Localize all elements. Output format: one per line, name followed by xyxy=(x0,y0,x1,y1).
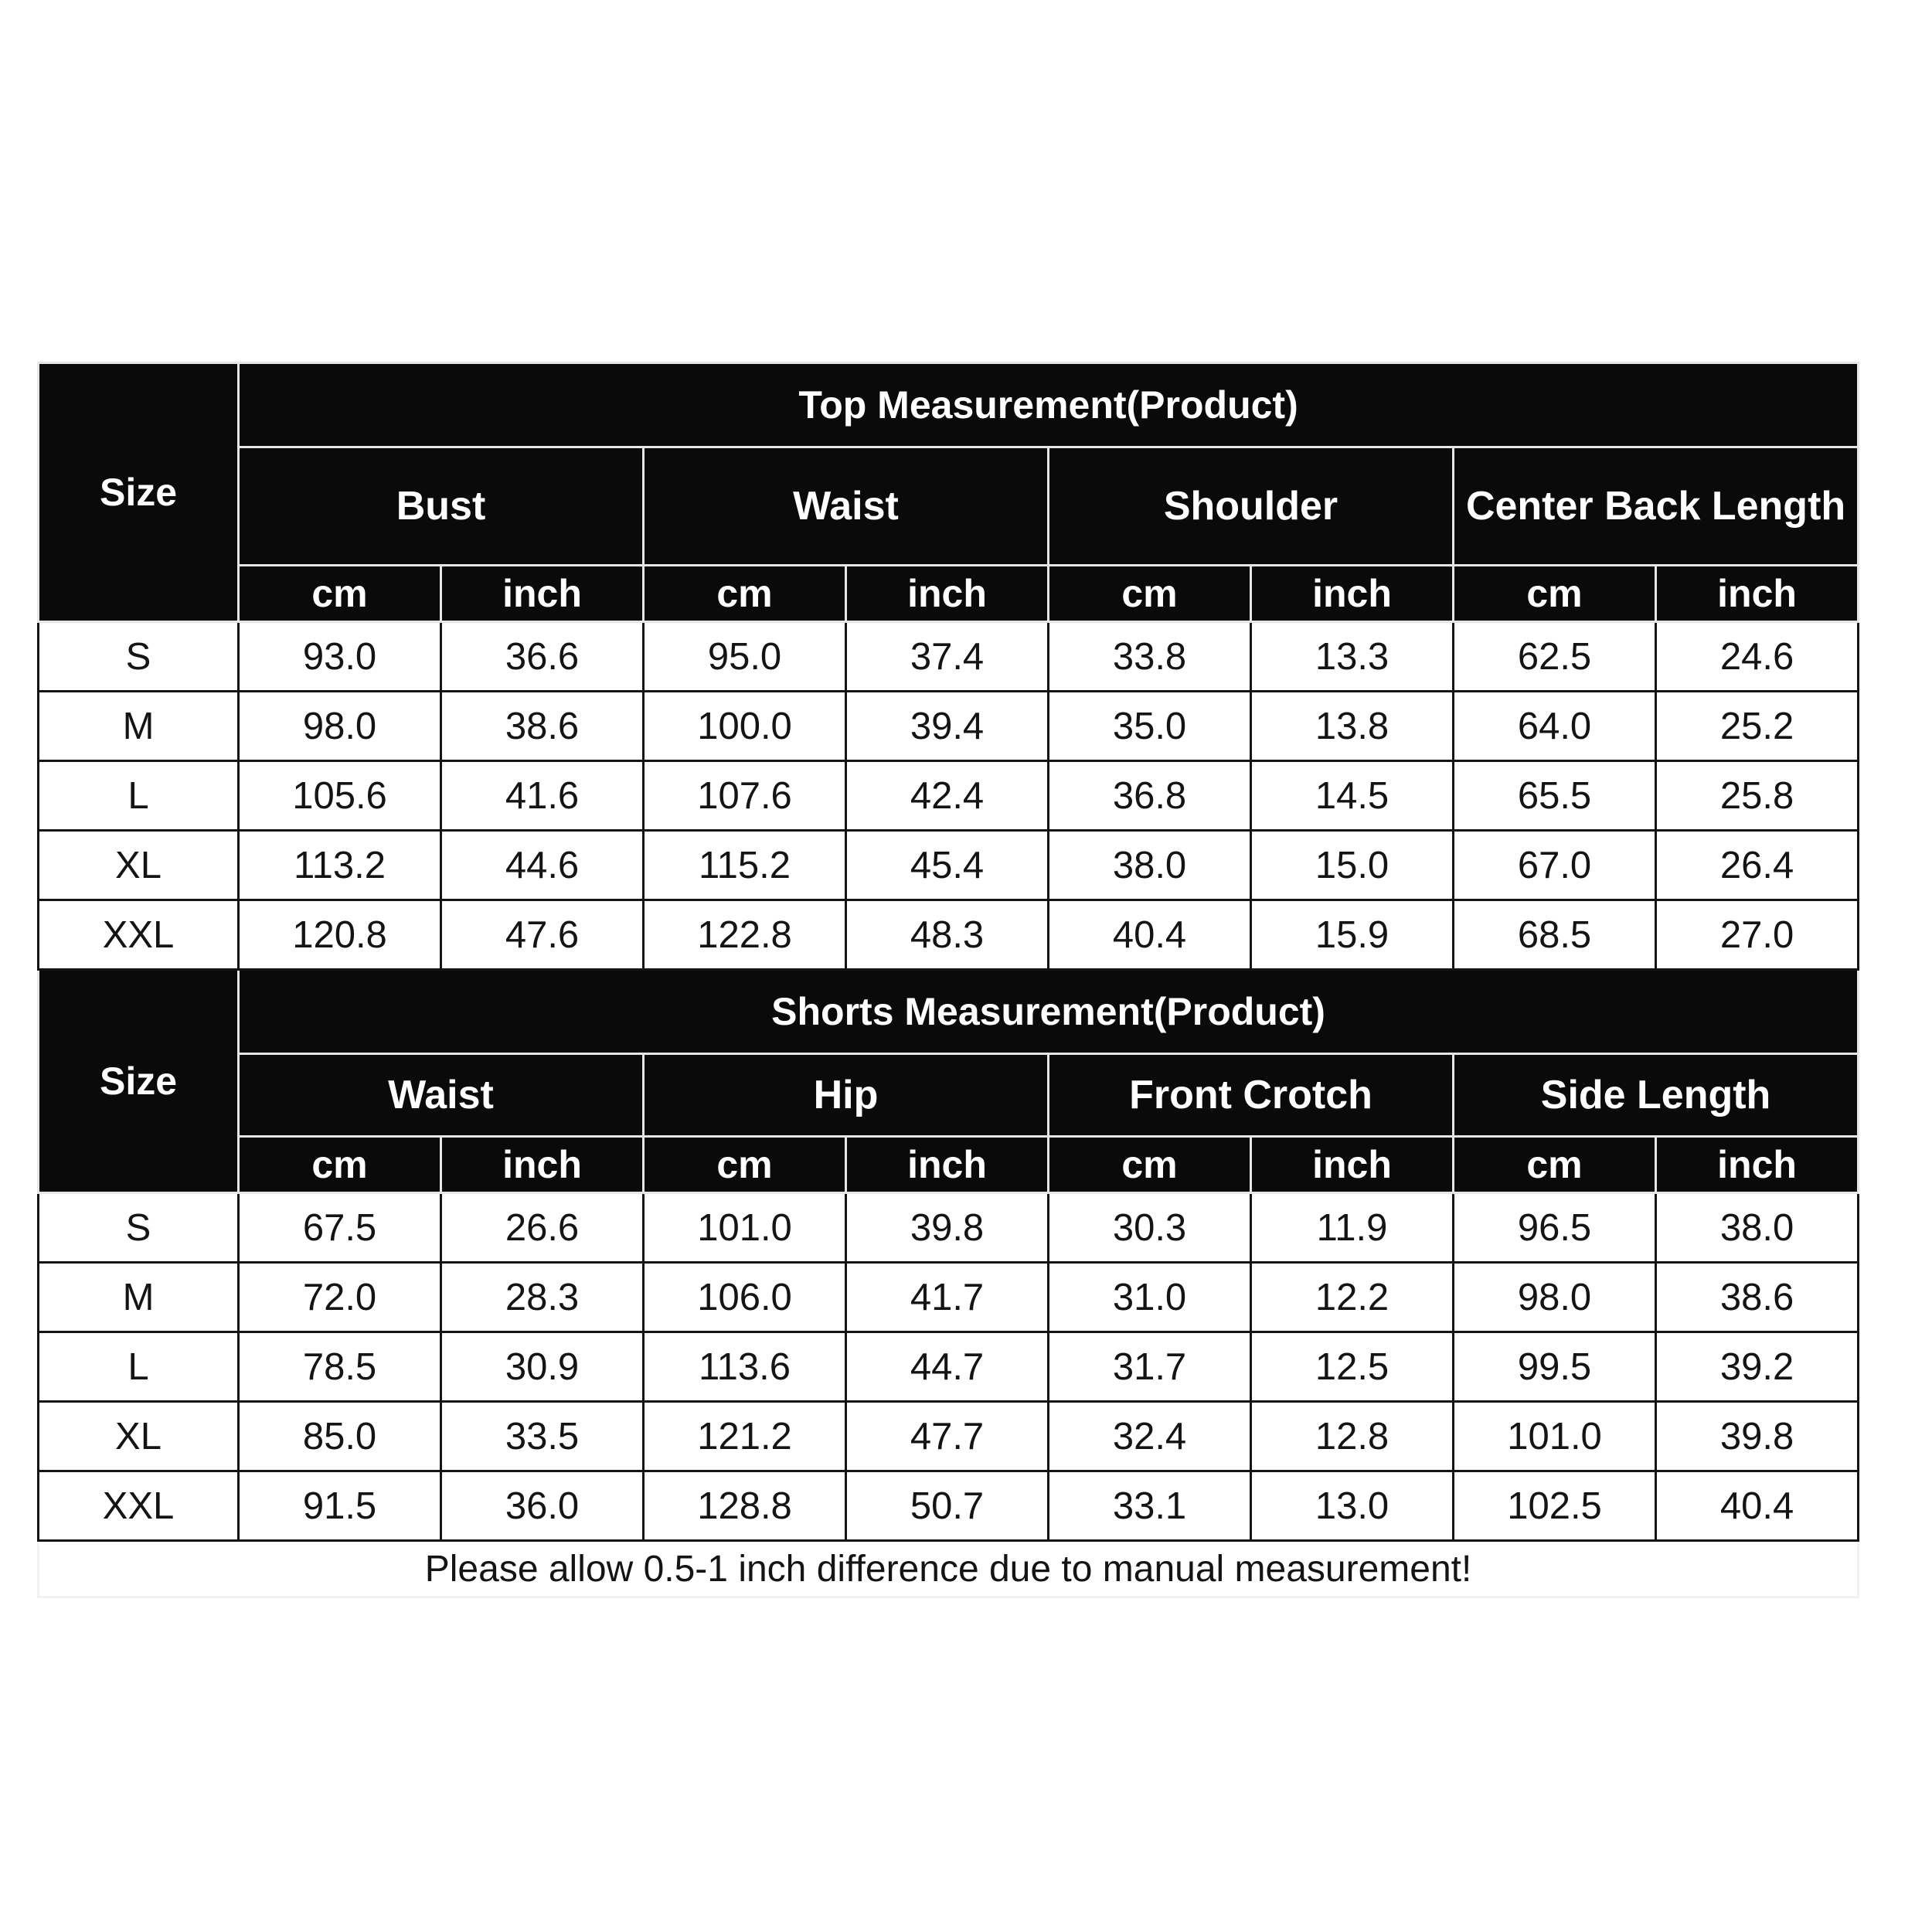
top-table-row xyxy=(39,900,1859,970)
top-value-cell: 95.0 xyxy=(644,622,846,692)
top-value-cell: 37.4 xyxy=(846,622,1049,692)
shorts-value-cell: 26.6 xyxy=(441,1193,644,1263)
top-value-cell: 122.8 xyxy=(644,900,846,970)
top-value-cell: 24.6 xyxy=(1656,622,1859,692)
top-value-cell: 115.2 xyxy=(644,831,846,900)
top-measurement-section xyxy=(39,363,1859,970)
shorts-unit-header: cm xyxy=(644,1137,846,1193)
top-value-cell: 35.0 xyxy=(1049,692,1251,761)
shorts-unit-header: cm xyxy=(1049,1137,1251,1193)
shorts-value-cell: 113.6 xyxy=(644,1332,846,1402)
shorts-value-cell: 102.5 xyxy=(1454,1471,1656,1541)
shorts-size-cell: M xyxy=(39,1263,239,1332)
top-value-cell: 64.0 xyxy=(1454,692,1656,761)
shorts-group-header: Hip xyxy=(644,1054,1049,1137)
shorts-unit-header: inch xyxy=(441,1137,644,1193)
shorts-unit-header: inch xyxy=(1656,1137,1859,1193)
shorts-value-cell: 32.4 xyxy=(1049,1402,1251,1471)
size-table xyxy=(37,362,1859,1598)
shorts-value-cell: 12.5 xyxy=(1251,1332,1454,1402)
top-value-cell: 14.5 xyxy=(1251,761,1454,831)
top-value-cell: 42.4 xyxy=(846,761,1049,831)
top-value-cell: 27.0 xyxy=(1656,900,1859,970)
top-value-cell: 62.5 xyxy=(1454,622,1656,692)
top-value-cell: 47.6 xyxy=(441,900,644,970)
top-unit-header: inch xyxy=(846,566,1049,622)
top-value-cell: 93.0 xyxy=(239,622,441,692)
shorts-table-row xyxy=(39,1402,1859,1471)
shorts-value-cell: 41.7 xyxy=(846,1263,1049,1332)
top-value-cell: 44.6 xyxy=(441,831,644,900)
top-value-cell: 13.3 xyxy=(1251,622,1454,692)
shorts-group-header: Waist xyxy=(239,1054,644,1137)
top-value-cell: 33.8 xyxy=(1049,622,1251,692)
top-size-cell: M xyxy=(39,692,239,761)
measurement-note: Please allow 0.5-1 inch difference due to manual measurement! xyxy=(39,1541,1859,1597)
top-value-cell: 36.6 xyxy=(441,622,644,692)
shorts-value-cell: 72.0 xyxy=(239,1263,441,1332)
shorts-size-cell: XL xyxy=(39,1402,239,1471)
shorts-value-cell: 50.7 xyxy=(846,1471,1049,1541)
top-unit-header: cm xyxy=(1454,566,1656,622)
shorts-value-cell: 13.0 xyxy=(1251,1471,1454,1541)
top-group-header: Shoulder xyxy=(1049,447,1454,566)
shorts-size-cell: S xyxy=(39,1193,239,1263)
shorts-value-cell: 33.5 xyxy=(441,1402,644,1471)
shorts-value-cell: 98.0 xyxy=(1454,1263,1656,1332)
shorts-value-cell: 30.9 xyxy=(441,1332,644,1402)
shorts-size-cell: XXL xyxy=(39,1471,239,1541)
top-value-cell: 100.0 xyxy=(644,692,846,761)
top-size-header: Size xyxy=(39,363,239,622)
shorts-value-cell: 39.8 xyxy=(1656,1402,1859,1471)
top-size-cell: XL xyxy=(39,831,239,900)
shorts-group-header: Side Length xyxy=(1454,1054,1859,1137)
shorts-value-cell: 31.0 xyxy=(1049,1263,1251,1332)
top-unit-header: cm xyxy=(1049,566,1251,622)
shorts-value-cell: 96.5 xyxy=(1454,1193,1656,1263)
shorts-value-cell: 38.0 xyxy=(1656,1193,1859,1263)
top-table-row xyxy=(39,622,1859,692)
shorts-unit-header: cm xyxy=(1454,1137,1656,1193)
shorts-value-cell: 91.5 xyxy=(239,1471,441,1541)
shorts-group-header: Front Crotch xyxy=(1049,1054,1454,1137)
top-value-cell: 107.6 xyxy=(644,761,846,831)
top-title: Top Measurement(Product) xyxy=(239,363,1859,447)
top-value-cell: 38.6 xyxy=(441,692,644,761)
shorts-value-cell: 78.5 xyxy=(239,1332,441,1402)
top-value-cell: 113.2 xyxy=(239,831,441,900)
shorts-value-cell: 33.1 xyxy=(1049,1471,1251,1541)
top-value-cell: 25.8 xyxy=(1656,761,1859,831)
top-unit-header: inch xyxy=(1656,566,1859,622)
shorts-value-cell: 39.2 xyxy=(1656,1332,1859,1402)
top-value-cell: 65.5 xyxy=(1454,761,1656,831)
shorts-value-cell: 39.8 xyxy=(846,1193,1049,1263)
top-value-cell: 39.4 xyxy=(846,692,1049,761)
top-table-row xyxy=(39,761,1859,831)
top-value-cell: 105.6 xyxy=(239,761,441,831)
top-value-cell: 15.0 xyxy=(1251,831,1454,900)
shorts-value-cell: 99.5 xyxy=(1454,1332,1656,1402)
top-value-cell: 40.4 xyxy=(1049,900,1251,970)
shorts-unit-header: inch xyxy=(846,1137,1049,1193)
top-size-cell: L xyxy=(39,761,239,831)
shorts-unit-header: cm xyxy=(239,1137,441,1193)
shorts-value-cell: 31.7 xyxy=(1049,1332,1251,1402)
shorts-value-cell: 28.3 xyxy=(441,1263,644,1332)
top-table-row xyxy=(39,692,1859,761)
shorts-value-cell: 101.0 xyxy=(644,1193,846,1263)
top-value-cell: 48.3 xyxy=(846,900,1049,970)
top-unit-header: inch xyxy=(1251,566,1454,622)
top-unit-header: inch xyxy=(441,566,644,622)
top-value-cell: 67.0 xyxy=(1454,831,1656,900)
shorts-value-cell: 12.2 xyxy=(1251,1263,1454,1332)
shorts-table-row xyxy=(39,1471,1859,1541)
shorts-table-row xyxy=(39,1263,1859,1332)
top-value-cell: 38.0 xyxy=(1049,831,1251,900)
top-unit-header: cm xyxy=(239,566,441,622)
size-chart xyxy=(37,362,1857,1598)
top-value-cell: 41.6 xyxy=(441,761,644,831)
note-section xyxy=(39,1541,1859,1597)
shorts-unit-header: inch xyxy=(1251,1137,1454,1193)
shorts-value-cell: 11.9 xyxy=(1251,1193,1454,1263)
shorts-table-row xyxy=(39,1193,1859,1263)
top-group-header: Bust xyxy=(239,447,644,566)
top-value-cell: 68.5 xyxy=(1454,900,1656,970)
top-value-cell: 45.4 xyxy=(846,831,1049,900)
shorts-value-cell: 128.8 xyxy=(644,1471,846,1541)
shorts-size-cell: L xyxy=(39,1332,239,1402)
top-value-cell: 25.2 xyxy=(1656,692,1859,761)
top-group-header: Center Back Length xyxy=(1454,447,1859,566)
top-value-cell: 15.9 xyxy=(1251,900,1454,970)
top-table-row xyxy=(39,831,1859,900)
top-size-cell: S xyxy=(39,622,239,692)
top-value-cell: 98.0 xyxy=(239,692,441,761)
shorts-value-cell: 30.3 xyxy=(1049,1193,1251,1263)
shorts-value-cell: 47.7 xyxy=(846,1402,1049,1471)
shorts-value-cell: 36.0 xyxy=(441,1471,644,1541)
shorts-value-cell: 38.6 xyxy=(1656,1263,1859,1332)
top-group-header: Waist xyxy=(644,447,1049,566)
shorts-table-row xyxy=(39,1332,1859,1402)
shorts-value-cell: 106.0 xyxy=(644,1263,846,1332)
shorts-measurement-section xyxy=(39,970,1859,1541)
shorts-value-cell: 85.0 xyxy=(239,1402,441,1471)
top-value-cell: 26.4 xyxy=(1656,831,1859,900)
shorts-title: Shorts Measurement(Product) xyxy=(239,970,1859,1054)
shorts-value-cell: 121.2 xyxy=(644,1402,846,1471)
top-value-cell: 13.8 xyxy=(1251,692,1454,761)
top-unit-header: cm xyxy=(644,566,846,622)
top-value-cell: 120.8 xyxy=(239,900,441,970)
top-size-cell: XXL xyxy=(39,900,239,970)
shorts-value-cell: 12.8 xyxy=(1251,1402,1454,1471)
top-value-cell: 36.8 xyxy=(1049,761,1251,831)
shorts-value-cell: 44.7 xyxy=(846,1332,1049,1402)
shorts-value-cell: 101.0 xyxy=(1454,1402,1656,1471)
shorts-value-cell: 40.4 xyxy=(1656,1471,1859,1541)
shorts-value-cell: 67.5 xyxy=(239,1193,441,1263)
shorts-size-header: Size xyxy=(39,970,239,1193)
